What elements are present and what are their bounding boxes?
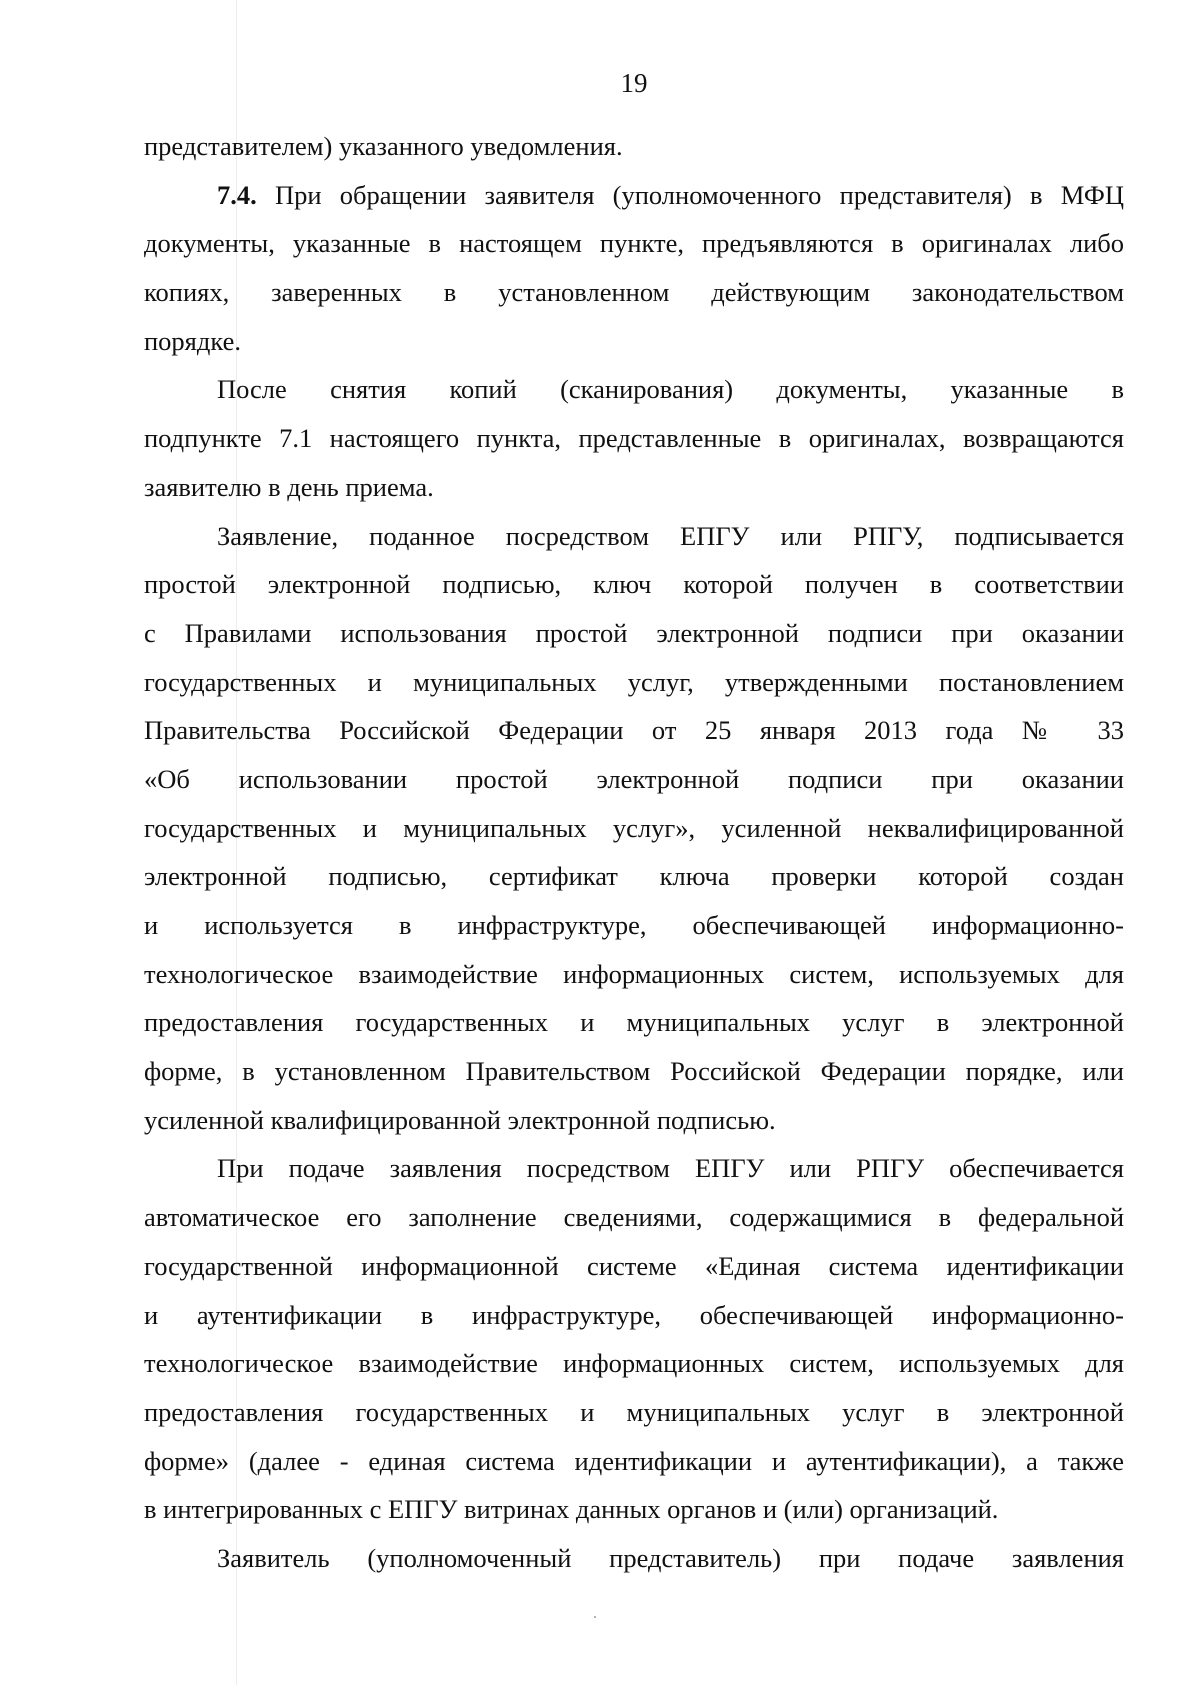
document-body bbox=[144, 122, 1124, 1583]
paragraph-first-line: При подаче заявления посредством ЕПГУ или РПГУ обеспечивается bbox=[217, 1153, 1124, 1184]
text-line: подпункте 7.1 настоящего пункта, представленные в оригиналах, возвращаются bbox=[144, 423, 1124, 454]
page-number: 19 bbox=[620, 68, 648, 98]
paragraph-first-line: После снятия копий (сканирования) документы, указанные в bbox=[217, 374, 1124, 405]
text-line: государственной информационной системе «Единая система идентификации bbox=[144, 1250, 1124, 1281]
text-line: «Об использовании простой электронной подписи при оказании bbox=[144, 763, 1124, 794]
text-line: документы, указанные в настоящем пункте, предъявляются в оригиналах либо bbox=[144, 228, 1124, 259]
text-line: и аутентификации в инфраструктуре, обеспечивающей информационно- bbox=[144, 1299, 1124, 1330]
text-line: и используется в инфраструктуре, обеспечивающей информационно- bbox=[144, 910, 1124, 940]
text-line: с Правилами использования простой электронной подписи при оказании bbox=[144, 617, 1124, 648]
text-line: порядке. bbox=[144, 325, 241, 356]
text-line: в интегрированных с ЕПГУ витринах данных органов и (или) организаций. bbox=[144, 1494, 999, 1525]
text-line: технологическое взаимодействие информационных систем, используемых для bbox=[144, 1348, 1124, 1379]
text-fragment: При обращении заявителя (уполномоченного представителя) в МФЦ bbox=[256, 179, 1124, 210]
text-line: простой электронной подписью, ключ которой получен в соответствии bbox=[144, 569, 1124, 600]
paragraph-7-4-first-line bbox=[144, 171, 1124, 220]
text-line: Правительства Российской Федерации от 25 января 2013 года № 33 bbox=[144, 715, 1124, 746]
paragraph-first-line: Заявитель (уполномоченный представитель) при подаче заявления bbox=[217, 1542, 1124, 1573]
scan-speck bbox=[594, 1616, 596, 1618]
text-line: заявителю в день приема. bbox=[144, 471, 434, 502]
text-line: технологическое взаимодействие информационных систем, используемых для bbox=[144, 958, 1124, 989]
text-line: предоставления государственных и муниципальных услуг в электронной bbox=[144, 1396, 1124, 1427]
text-line: государственных и муниципальных услуг», усиленной неквалифицированной bbox=[144, 812, 1124, 843]
text-line: представителем) указанного уведомления. bbox=[144, 131, 623, 161]
text-line: усиленной квалифицированной электронной подписью. bbox=[144, 1104, 776, 1135]
section-number: 7.4. bbox=[217, 179, 257, 210]
text-line: форме» (далее - единая система идентификации и аутентификации), а также bbox=[144, 1445, 1124, 1476]
paragraph-first-line: Заявление, поданное посредством ЕПГУ или РПГУ, подписывается bbox=[217, 520, 1124, 551]
text-line: предоставления государственных и муниципальных услуг в электронной bbox=[144, 1007, 1124, 1038]
text-line: государственных и муниципальных услуг, утвержденными постановлением bbox=[144, 666, 1124, 697]
text-line: электронной подписью, сертификат ключа проверки которой создан bbox=[144, 861, 1124, 892]
text-line: автоматическое его заполнение сведениями, содержащимися в федеральной bbox=[144, 1202, 1124, 1233]
text-line: копиях, заверенных в установленном действующим законодательством bbox=[144, 277, 1124, 308]
text-line: форме, в установленном Правительством Российской Федерации порядке, или bbox=[144, 1056, 1124, 1087]
